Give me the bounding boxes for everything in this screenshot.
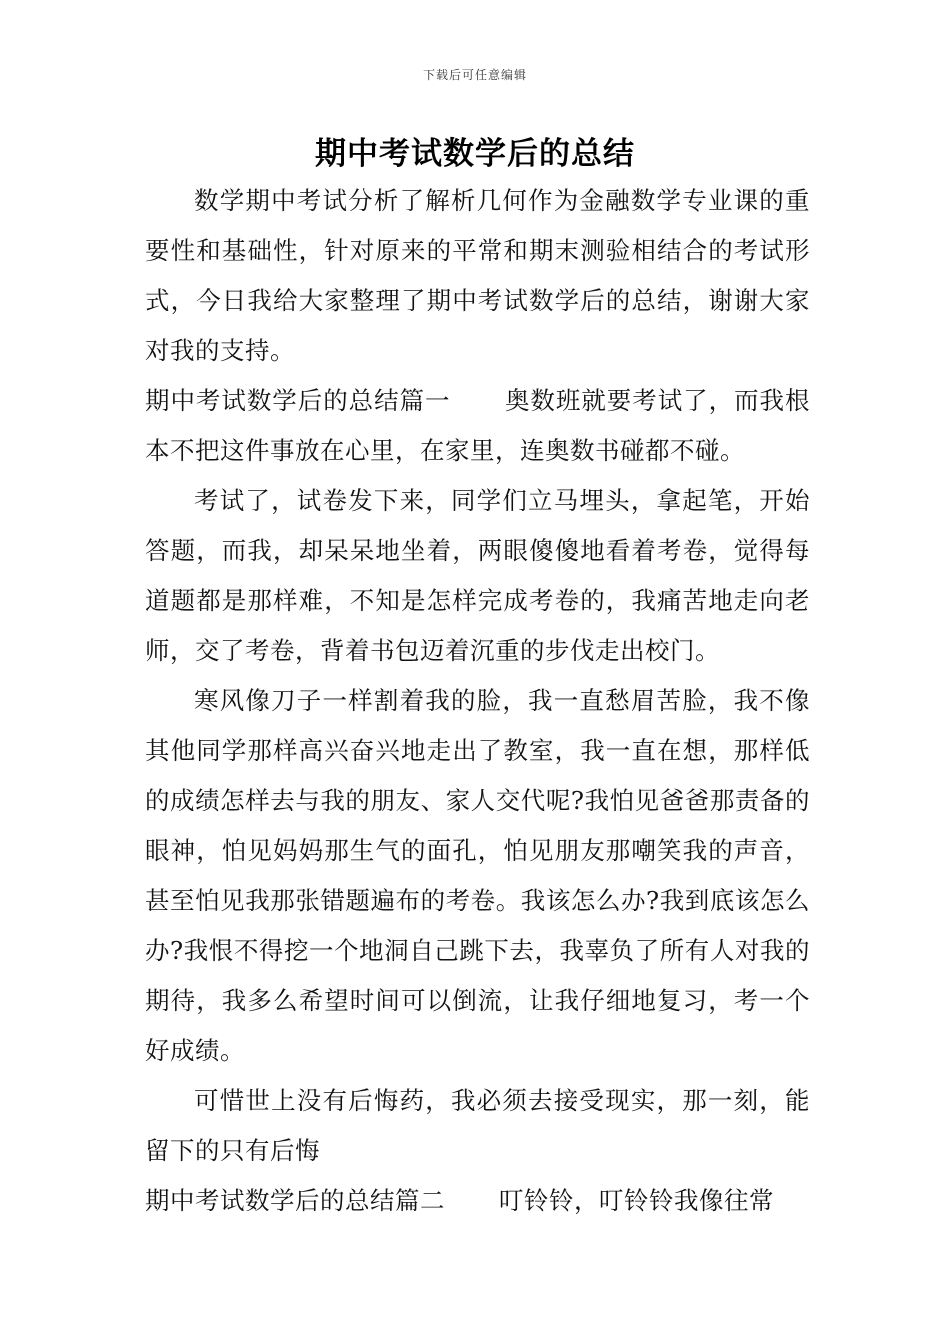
section1-text: 奥数班就要考试了，而我根本不把这件事放在心里，在家里，连奥数书碰都不碰。 [145, 386, 810, 465]
paragraph-2: 考试了，试卷发下来，同学们立马埋头，拿起笔，开始答题，而我，却呆呆地坐着，两眼傻傻地看着考卷，觉得每道题都是那样难，不知是怎样完成考卷的，我痛苦地走向老师，交了考卷，背着书包迈着沉重的步伐走出校门。 [145, 486, 810, 665]
section1-heading: 期中考试数学后的总结篇一 [145, 386, 451, 415]
document-body [145, 176, 810, 1226]
paragraph-4: 可惜世上没有后悔药，我必须去接受现实，那一刻，能留下的只有后悔 [145, 1086, 810, 1165]
section2-heading: 期中考试数学后的总结篇二 [145, 1186, 445, 1215]
intro-paragraph: 数学期中考试分析了解析几何作为金融数学专业课的重要性和基础性，针对原来的平常和期末测验相结合的考试形式，今日我给大家整理了期中考试数学后的总结，谢谢大家对我的支持。 [145, 186, 810, 365]
page-title: 期中考试数学后的总结 [315, 136, 635, 172]
paragraph-3: 寒风像刀子一样割着我的脸，我一直愁眉苦脸，我不像其他同学那样高兴奋兴地走出了教室，我一直在想，那样低的成绩怎样去与我的朋友、家人交代呢?我怕见爸爸那责备的眼神，怕见妈妈那生气的面孔，怕见朋友那嘲笑我的声音，甚至怕见我那张错题遍布的考卷。我该怎么办?我到底该怎么办?我恨不得挖一个地洞自己跳下去，我辜负了所有人对我的期待，我多么希望时间可以倒流，让我仔细地复习，考一个好成绩。 [145, 686, 810, 1065]
section2-text: 叮铃铃，叮铃铃我像往常 [499, 1186, 774, 1215]
header-note: 下载后可任意编辑 [422, 68, 527, 82]
section2-paragraph [145, 1176, 810, 1226]
section1-paragraph [145, 376, 810, 476]
